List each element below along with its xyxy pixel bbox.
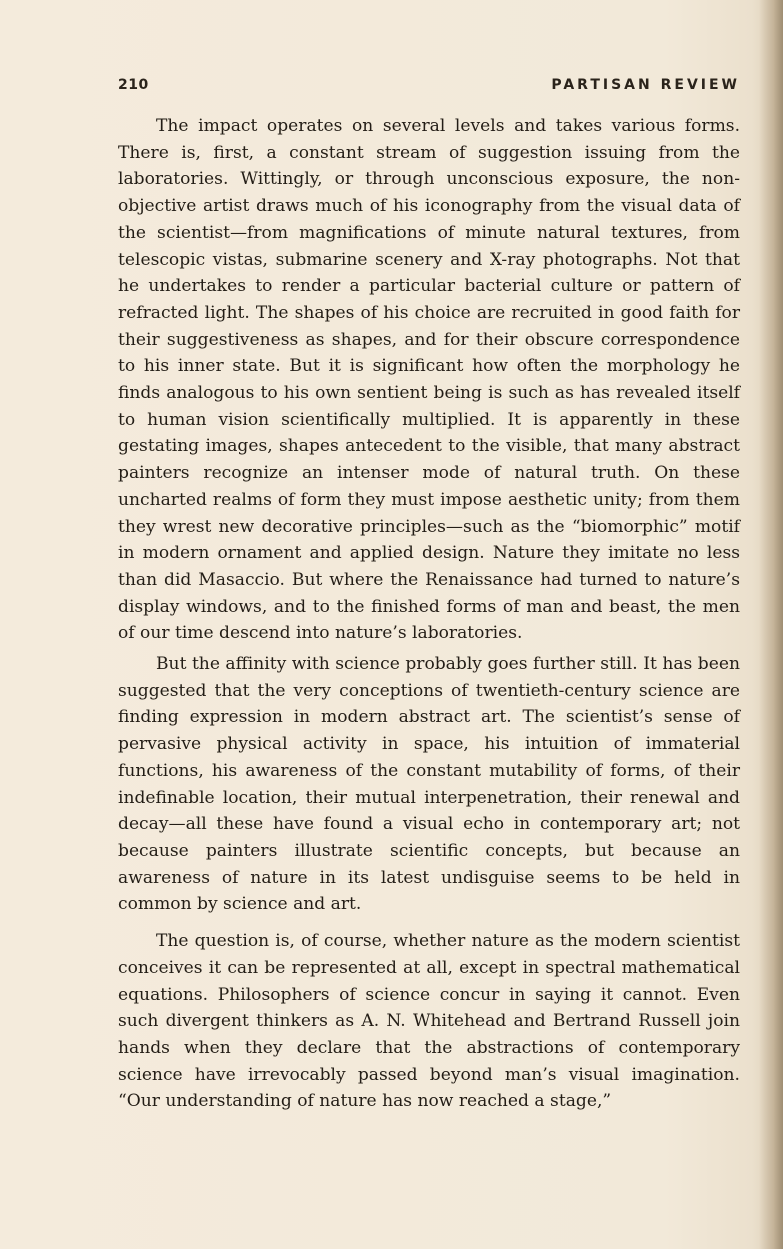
body-text	[118, 113, 740, 1115]
page-edge-shadow	[759, 0, 783, 1249]
paragraph-2: But the affinity with science probably goes further still. It has been suggested that the very conceptions of twentieth-century science are finding expression in modern abstract art. The scientist’s sense of pervasive physical activity in space, his intuition of immaterial functions, his awareness of the constant mutability of forms, of their indefinable location, their mutual interpenetration, their renewal and decay—all these have found a visual echo in contemporary art; not because painters illustrate scientific concepts, but because an awareness of nature in its latest undisguise seems to be held in common by science and art.	[118, 654, 740, 915]
running-head	[118, 75, 740, 97]
journal-title: PARTISAN REVIEW	[551, 77, 740, 93]
paragraph-1: The impact operates on several levels and takes various forms. There is, first, a constant stream of suggestion issuing from the laboratories. Wittingly, or through unconscious exposure, the non-objective artist draws much of his iconography from the visual data of the scientist—from magnifications of minute natural textures, from telescopic vistas, submarine scenery and X-ray photographs. Not that he undertakes to render a particular bacterial culture or pattern of refracted light. The shapes of his choice are recruited in good faith for their suggestiveness as shapes, and for their obscure correspondence to his inner state. But it is significant how often the morphology he finds analogous to his own sentient being is such as has revealed itself to human vision scientifically multiplied. It is apparently in these gestating images, shapes antecedent to the visible, that many abstract painters recognize an intenser mode of natural truth. On these uncharted realms of form they must impose aesthetic unity; from them they wrest new decorative principles—such as the “biomorphic” motif in modern ornament and applied design. Nature they imitate no less than did Masaccio. But where the Renaissance had turned to nature’s display windows, and to the finished forms of man and beast, the men of our time descend into nature’s laboratories.	[118, 116, 740, 644]
paragraph-3: The question is, of course, whether nature as the modern scientist conceives it can be represented at all, except in spectral mathematical equations. Philosophers of science concur in saying it cannot. Even such divergent thinkers as A. N. Whitehead and Bertrand Russell join hands when they declare that the abstractions of contemporary science have irrevocably passed beyond man’s visual imagination. “Our understanding of nature has now reached a stage,”	[118, 931, 740, 1112]
page-number: 210	[118, 77, 149, 93]
